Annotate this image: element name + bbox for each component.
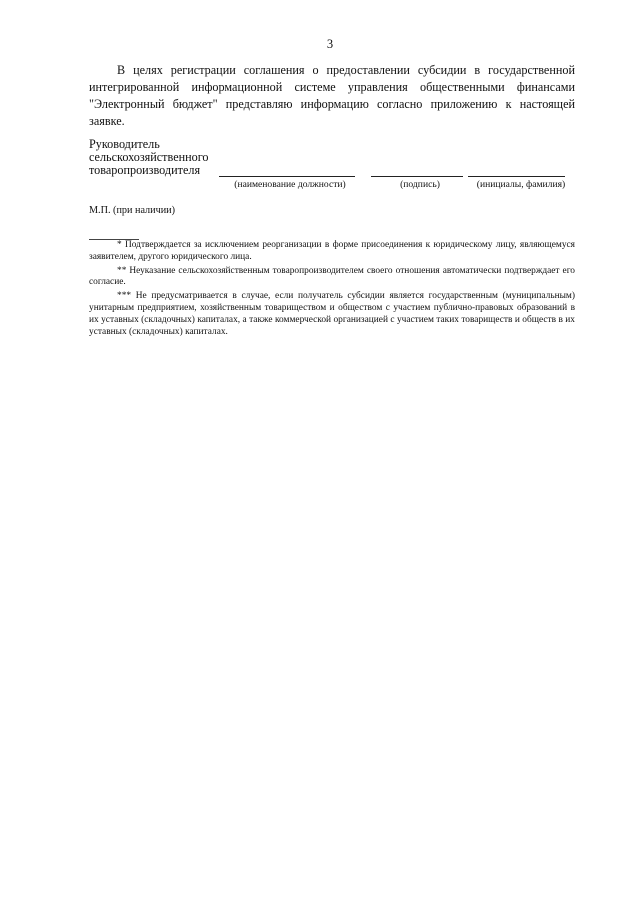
name-field-line xyxy=(468,176,565,177)
signature-field-line xyxy=(371,176,463,177)
page-number: 3 xyxy=(326,37,334,51)
signer-title-line-3: товаропроизводителя xyxy=(89,163,201,177)
signer-title-line-1: Руководитель xyxy=(89,137,160,151)
footnote-3: *** Не предусматривается в случае, если получатель субсидии является государственным (муниципальным) унитарным предприятием, хозяйственным товариществом и обществом с участием публично-правовых образований в их уставных (складочных) капиталах, а также коммерческой организацией с участием таких товариществ и обществ в их уставных (складочных) капиталах. xyxy=(89,291,575,337)
registration-paragraph: В целях регистрации соглашения о предоставлении субсидии в государственной интегрированной информационной системе управления общественными финансами "Электронный бюджет" представляю информацию согласно приложению к настоящей заявке. xyxy=(89,63,575,128)
footnotes xyxy=(89,240,575,340)
name-caption: (инициалы, фамилия) xyxy=(476,179,566,190)
position-caption: (наименование должности) xyxy=(234,179,346,190)
signature-block xyxy=(89,138,579,198)
stamp-note: М.П. (при наличии) xyxy=(89,205,176,216)
footnote-2: ** Неуказание сельскохозяйственным товаропроизводителем своего отношения автоматически подтверждает его согласие. xyxy=(89,265,575,288)
position-field-line xyxy=(219,176,355,177)
signer-title-line-2: сельскохозяйственного xyxy=(89,150,209,164)
footnote-1: * Подтверждается за исключением реорганизации в форме присоединения к юридическому лицу, являющемуся заявителем, другого юридического лица. xyxy=(89,240,575,262)
signature-caption: (подпись) xyxy=(400,179,440,190)
